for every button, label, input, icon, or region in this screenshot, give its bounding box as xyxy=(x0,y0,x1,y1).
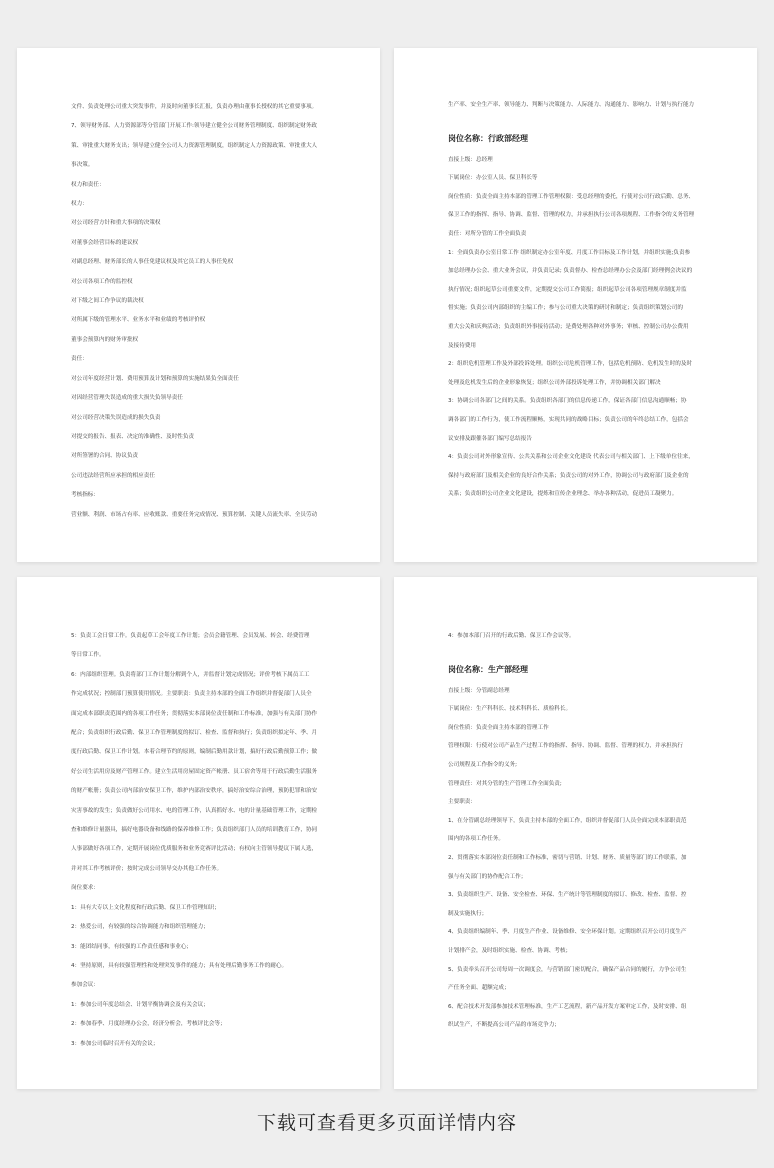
text-line: 对公司各项工作的监控权 xyxy=(71,278,133,285)
text-line: 7、领导财务部、人力资源部等分管部门开展工作:领导建立健全公司财务管理制度、组织制定财务政 xyxy=(71,123,317,130)
text-line: 下属岗位：办公室人员、保卫科长等 xyxy=(448,175,538,182)
text-line: 对公司年度经营计划、费用预算及计划和预算的实施结果负全面责任 xyxy=(71,375,239,382)
text-line: 2：参加春季、月度经理办公会，经济分析会，考核评比会等； xyxy=(71,1021,226,1028)
text-line: 1、在分管副总经理领导下，负责主持本部的全面工作，组织并督促部门人员全面完成本部职责范 xyxy=(448,817,687,824)
text-line: 强与有关部门的协作配合工作； xyxy=(448,873,527,880)
text-line: 参加会议： xyxy=(71,982,99,989)
text-line: 1：参加公司年度总结会、计划平衡协调会及有关会议； xyxy=(71,1001,209,1008)
text-line: 权力： xyxy=(71,201,88,208)
text-line: 直接上级：分管副总经理 xyxy=(448,687,510,694)
text-line: 等日常工作。 xyxy=(71,652,105,659)
text-line: 6：内部组织管理。负责将部门工作计划分解到个人，并监督计划完成情况；评价考核下属员工工 xyxy=(71,671,310,678)
section-heading: 岗位名称：行政部经理 xyxy=(448,133,528,143)
text-line: 策、审批重大财务支出；领导建立健全公司人力资源管理制度，组织制定人力资源政策、审批重大人 xyxy=(71,142,318,149)
text-line: 考核指标： xyxy=(71,492,99,499)
text-line: 对董事会经营目标的建议权 xyxy=(71,239,139,246)
text-line: 的财产帐册；负责公司内部治安保卫工作，维护内部治安秩序，搞好治安综合治理，预防犯罪和治安 xyxy=(71,788,318,795)
text-line: 岗位性质：负责全面主持本部的管理工作 xyxy=(448,724,549,731)
text-line: 对下级之间工作争议的裁决权 xyxy=(71,298,144,305)
text-line: 6、配合技术开发部参加技术管理标准，生产工艺流程，新产品开发方案审定工作，及时安排、组 xyxy=(448,1003,687,1010)
text-line: 文件、负责处理公司重大突发事件，并及时向董事长汇报，负责办理由董事长授权的其它重要事项。 xyxy=(71,104,318,110)
text-line: 处理及危机发生后的企业形象恢复；组织公司外部投诉处理工作，并协调相关部门解决 xyxy=(448,379,661,386)
text-line: 调各部门的工作行为，使工作流程顺畅，实现共同的战略目标；负责公司的年终总结工作，包括会 xyxy=(448,416,689,423)
text-line: 公司规程及工作指令的义务; xyxy=(448,761,518,768)
text-line: 及接待费用 xyxy=(448,342,476,349)
document-page-3 xyxy=(17,577,380,1089)
text-line: 营业额、利润、市场占有率、应收账款、重要任务完成情况、预算控制、关键人员流失率、全员劳动 xyxy=(71,511,318,518)
text-line: 1：具有大专以上文化程度和行政后勤、保卫工作管理知识； xyxy=(71,904,220,911)
text-line: 织试生产，不断提高公司产品的市场竞争力； xyxy=(448,1022,560,1029)
text-line: 对副总经理、财务部长的人事任免建议权及其它员工的人事任免权 xyxy=(71,259,234,266)
text-line: 生产率、安全生产率、领导能力、判断与决策能力、人际能力、沟通能力、影响力、计划与执行能力 xyxy=(448,102,695,108)
text-line: 事决策。 xyxy=(71,162,94,169)
text-line: 3：协调公司各部门之间的关系。负责组织各部门的信息传递工作，保证各部门信息沟通顺畅；协 xyxy=(448,398,687,405)
text-line: 3、负责组织生产、设备、安全检查、环保、生产统计等管理制度的拟订、修改、检查、监督、控 xyxy=(448,892,687,899)
text-line: 议安排及跟催各部门编写总结报告 xyxy=(448,435,532,442)
text-line: 对所属下级的管理水平、业务水平和业绩的考核评价权 xyxy=(71,317,206,324)
text-line: 岗位要求： xyxy=(71,885,99,892)
text-line: 保持与政府部门及相关企业的良好合作关系；负责公司的对外工作，协调公司与政府部门及企业的 xyxy=(448,472,689,479)
page-content xyxy=(448,96,709,504)
text-line: 责任：对所分管的工作全面负责 xyxy=(448,230,527,237)
text-line: 督实施；负责公司内部组织的主编工作；参与公司重大决策的研讨和制定；负责组织策划公司的 xyxy=(448,305,683,312)
text-line: 面完成本部职责范围内的各项工作任务；贯彻落实本部岗位责任制和工作标准，加强与有关部门协作 xyxy=(71,710,318,717)
text-line: 5：负责工会日常工作。负责起草工会年度工作计划；会员会籍管理、会员发展、转会、经费管理 xyxy=(71,633,310,639)
text-line: 关系；负责组织公司企业文化建设，提炼和宣传企业理念、举办各种活动，促进员工凝聚力。 xyxy=(448,491,678,498)
text-line: 管理责任：对其分管的生产管理工作全面负责; xyxy=(448,780,562,787)
text-line: 直接上级：总经理 xyxy=(448,156,493,163)
page-content xyxy=(448,627,709,1035)
text-line: 公司违法经营所应承担的相应责任 xyxy=(71,472,155,479)
text-line: 对所签署的合同、协议负责 xyxy=(71,453,139,460)
text-line: 责任： xyxy=(71,356,88,363)
text-line: 2：热爱公司，有较强的综合协调能力和组织管理能力； xyxy=(71,924,209,931)
document-page-4 xyxy=(394,577,757,1089)
text-line: 对公司经营方针和重大事项的决策权 xyxy=(71,220,161,227)
text-line: 制及实施执行； xyxy=(448,910,488,917)
text-line: 配合；负责组织行政后勤、保卫工作管理制度的拟订、检查、监督和执行；负责组织拟定年、季、月 xyxy=(71,730,318,737)
text-line: 对公司经营决策失误造成的损失负责 xyxy=(71,414,161,421)
text-line: 对因经营管理失误造成的重大损失负领导责任 xyxy=(71,395,183,402)
text-line: 4：坚持原则，具有较强管理性和处理突发事件的能力；具有处理后勤事务工作的耐心。 xyxy=(71,962,288,969)
text-line: 4、负责组织编制年、季、月度生产作业、设备维修、安全环保计划。定期组织召开公司月度生产 xyxy=(448,929,687,936)
text-line: 权力和责任： xyxy=(71,181,105,188)
download-more-prompt[interactable]: 下载可查看更多页面详情内容 xyxy=(256,1112,517,1134)
text-line: 5、负责牵头召开公司每周一次调度会，与营销部门密切配合，确保产品合同的履行，力争公司生 xyxy=(448,966,687,973)
text-line: 1：全面负责办公室日常工作 组织制定办公室年度、月度工作目标及工作计划，并组织实施;负责参 xyxy=(448,249,691,256)
page-content xyxy=(71,98,332,525)
text-line: 管理权限：行使对公司产品生产过程工作的指挥、指导、协调、监督、管理的权力，并承担执行 xyxy=(448,743,683,750)
text-line: 围内的各项工作任务。 xyxy=(448,836,504,843)
text-line: 作完成状况；控制部门预算使用情况。主要职责：负责主持本部的全面工作组织并督促部门人员全 xyxy=(71,691,312,698)
text-line: 2、贯彻落实本部岗位责任制和工作标准，密切与营销、计划、财务、质量等部门的工作联系，加 xyxy=(448,854,687,861)
text-line: 主要职责： xyxy=(448,799,476,806)
text-line: 4：负责公司对外形象宣传、公共关系和公司企业文化建设 代表公司与相关部门、上下级单位往来， xyxy=(448,454,694,461)
text-line: 董事会预算内的财务审批权 xyxy=(71,336,139,343)
text-line: 执行情况; 组织起草公司重要文件，定期提交公司工作简报；组织起草公司各项管理规章制度并监 xyxy=(448,286,687,293)
text-line: 灾害事故的发生；负责做好公司用水、电的管理工作，认真抓好水、电的计量基础管理工作，定期检 xyxy=(71,807,318,814)
text-line: 对提交的报告、报表、决定的准确性、及时性负责 xyxy=(71,433,195,440)
text-line: 加总经理办公会、重大业务会议，并负责记录; 负责督办、检查总经理办公会及部门经理例会决议的 xyxy=(448,268,693,275)
text-line: 4：参加本部门召开的行政后勤、保卫工作会议等。 xyxy=(448,633,575,639)
text-line: 查和维修计量器具，搞好电器设备和线路的保养维修工作；负责组织部门人员的培训教育工作，协同 xyxy=(71,827,318,834)
text-line: 下属岗位：生产科科长、技术科科长、质检科长。 xyxy=(448,706,572,713)
section-heading: 岗位名称：生产部经理 xyxy=(448,664,528,674)
text-line: 度行政后勤、保卫工作计划。本着合理节约的原则，编制后勤用款计划，搞好行政后勤预算工作；做 xyxy=(71,749,318,756)
text-line: 重大公关和庆典活动；负责组织外事接待活动；是费处理各种对外事务；审核、控制公司办公费用 xyxy=(448,323,689,330)
text-line: 人事部做好各项工作，定期开展岗位优质服务和业务竞赛评比活动；有权向主管领导提议下属人选， xyxy=(71,846,318,853)
paragraph-spacer xyxy=(448,646,709,658)
document-page-2 xyxy=(394,48,757,562)
text-line: 产任务全面、超额完成； xyxy=(448,985,510,992)
document-page-1 xyxy=(17,48,380,562)
text-line: 岗位性质：负责全面主持本部的管理工作管理权限：受总经理的委托，行使对公司行政后勤、总务、 xyxy=(448,193,695,200)
text-line: 保卫工作的指挥、指导、协调、监督、管理的权力，并承担执行公司各项规程、工作指令的义务管理 xyxy=(448,212,695,219)
text-line: 2：组织危机管理工作及外部投诉处理。组织公司危机管理工作，包括危机预防、危机发生时的及时 xyxy=(448,361,693,368)
text-line: 并对其工作考核评价；按时完成公司领导交办其他工作任务。 xyxy=(71,865,223,872)
page-content xyxy=(71,627,332,1054)
text-line: 好公司生活用房及财产管理工作。建立生活用房屋固定资产帐册、员工宿舍等用于行政后勤生活服务 xyxy=(71,768,318,775)
paragraph-spacer xyxy=(448,115,709,127)
text-line: 3：能团结同事，有较强的工作责任感和事业心； xyxy=(71,943,193,950)
text-line: 3：参加公司临时召开有关的会议； xyxy=(71,1040,159,1047)
text-line: 计划排产会，及时组织实施、检查、协调、考核； xyxy=(448,947,572,954)
